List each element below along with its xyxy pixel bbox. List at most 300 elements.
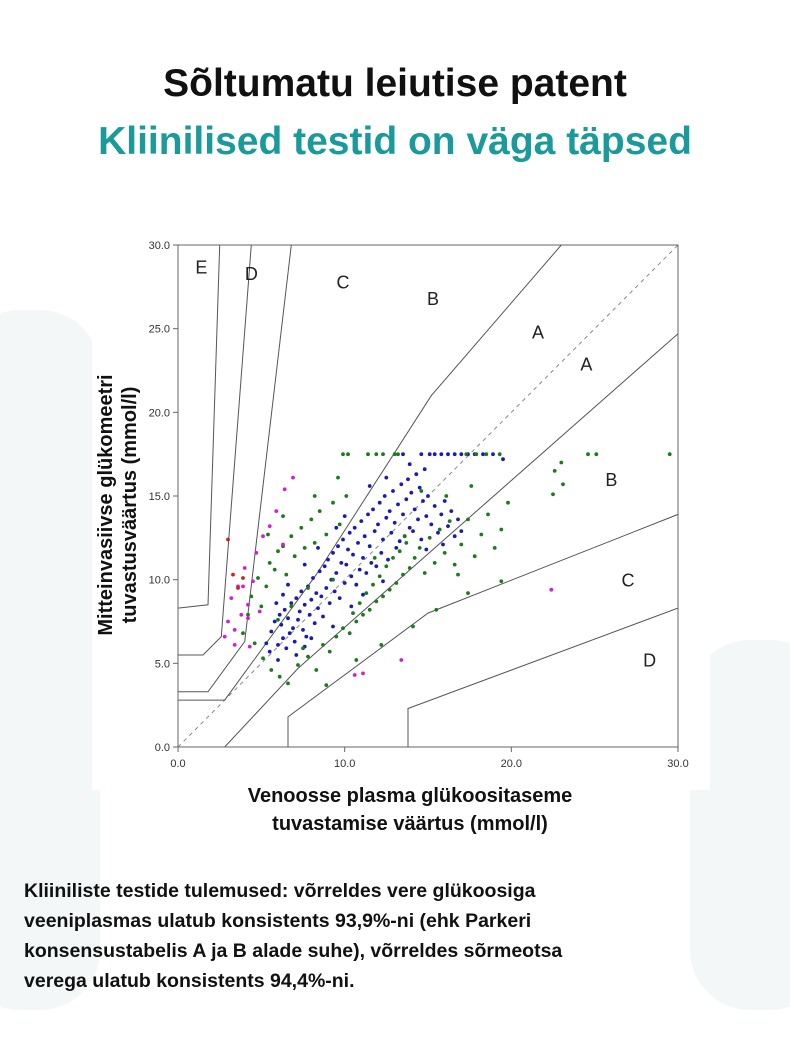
zone-label: C bbox=[336, 272, 350, 293]
description-line-4: verega ulatub konsistents 94,4%-ni. bbox=[24, 970, 355, 992]
data-point bbox=[296, 663, 300, 667]
data-point bbox=[253, 641, 257, 645]
data-point bbox=[369, 561, 373, 565]
data-point bbox=[433, 452, 437, 456]
data-point bbox=[309, 518, 313, 522]
data-point bbox=[326, 558, 330, 562]
data-point bbox=[314, 591, 318, 595]
description-line-2: veeniplasmas ulatub konsistents 93,9%-ni (ehk Parkeri bbox=[24, 910, 532, 932]
data-point bbox=[444, 494, 448, 498]
data-point bbox=[418, 486, 422, 490]
data-point bbox=[276, 618, 280, 622]
data-point bbox=[301, 646, 305, 650]
data-point bbox=[358, 601, 362, 605]
data-point bbox=[273, 568, 277, 572]
data-point bbox=[309, 598, 313, 602]
data-point bbox=[373, 556, 377, 560]
data-point bbox=[371, 508, 375, 512]
data-point bbox=[243, 566, 247, 570]
data-point bbox=[294, 653, 298, 657]
y-tick-label: 5.0 bbox=[154, 658, 170, 671]
data-point bbox=[331, 578, 335, 582]
data-point bbox=[433, 561, 437, 565]
data-point bbox=[561, 482, 565, 486]
data-point bbox=[453, 534, 457, 538]
data-point bbox=[401, 513, 405, 517]
data-point bbox=[246, 616, 250, 620]
data-point bbox=[443, 551, 447, 555]
data-point bbox=[353, 673, 357, 677]
data-point bbox=[381, 595, 385, 599]
data-point bbox=[484, 452, 488, 456]
data-point bbox=[384, 516, 388, 520]
data-point bbox=[363, 534, 367, 538]
zone-label: D bbox=[643, 650, 657, 671]
data-point bbox=[364, 591, 368, 595]
data-point bbox=[551, 492, 555, 496]
data-point bbox=[354, 583, 358, 587]
data-point bbox=[256, 576, 260, 580]
data-point bbox=[413, 508, 417, 512]
data-point bbox=[318, 569, 322, 573]
data-point bbox=[231, 573, 235, 577]
data-point bbox=[328, 601, 332, 605]
data-point bbox=[281, 543, 285, 547]
data-point bbox=[464, 452, 468, 456]
data-point bbox=[399, 482, 403, 486]
y-axis-label bbox=[78, 330, 158, 680]
data-point bbox=[338, 523, 342, 527]
data-point bbox=[413, 556, 417, 560]
data-point bbox=[284, 646, 288, 650]
data-point bbox=[466, 518, 470, 522]
data-point bbox=[324, 586, 328, 590]
data-point bbox=[344, 494, 348, 498]
data-point bbox=[368, 608, 372, 612]
data-point bbox=[381, 452, 385, 456]
y-axis-label-line-2: tuvastusväärtus (mmol/l) bbox=[119, 386, 141, 624]
data-point bbox=[236, 586, 240, 590]
data-point bbox=[344, 563, 348, 567]
x-tick-label: 0.0 bbox=[170, 758, 186, 770]
data-point bbox=[283, 608, 287, 612]
data-point bbox=[404, 541, 408, 545]
data-point bbox=[334, 526, 338, 530]
data-point bbox=[361, 672, 365, 676]
data-point bbox=[261, 656, 265, 660]
data-point bbox=[491, 452, 495, 456]
data-point bbox=[346, 548, 350, 552]
data-point bbox=[486, 513, 490, 517]
data-point bbox=[321, 643, 325, 647]
data-point bbox=[261, 534, 265, 538]
data-point bbox=[394, 546, 398, 550]
y-tick-label: 25.0 bbox=[148, 323, 170, 336]
data-point bbox=[374, 600, 378, 604]
data-point bbox=[366, 513, 370, 517]
data-point bbox=[354, 620, 358, 624]
data-point bbox=[276, 643, 280, 647]
data-point bbox=[316, 606, 320, 610]
data-point bbox=[278, 675, 282, 679]
data-point bbox=[438, 528, 442, 532]
data-point bbox=[403, 534, 407, 538]
data-point bbox=[313, 494, 317, 498]
data-point bbox=[239, 613, 243, 617]
data-point bbox=[499, 579, 503, 583]
data-point bbox=[281, 593, 285, 597]
data-point bbox=[351, 553, 355, 557]
data-point bbox=[404, 497, 408, 501]
data-point bbox=[268, 650, 272, 654]
data-point bbox=[269, 668, 273, 672]
data-point bbox=[289, 534, 293, 538]
data-point bbox=[301, 628, 305, 632]
data-point bbox=[368, 544, 372, 548]
data-point bbox=[349, 574, 353, 578]
data-point bbox=[668, 452, 672, 456]
data-point bbox=[318, 509, 322, 513]
zone-label: C bbox=[621, 570, 635, 591]
chart-background bbox=[92, 235, 710, 790]
data-point bbox=[481, 452, 485, 456]
data-point bbox=[479, 533, 483, 537]
data-point bbox=[424, 514, 428, 518]
data-point bbox=[453, 563, 457, 567]
data-point bbox=[443, 499, 447, 503]
data-point bbox=[249, 595, 253, 599]
data-point bbox=[293, 640, 297, 644]
results-description bbox=[24, 876, 774, 996]
data-point bbox=[416, 518, 420, 522]
data-point bbox=[549, 588, 553, 592]
data-point bbox=[466, 591, 470, 595]
zone-label: B bbox=[426, 289, 440, 310]
data-point bbox=[419, 452, 423, 456]
data-point bbox=[361, 613, 365, 617]
data-point bbox=[268, 561, 272, 565]
data-point bbox=[223, 635, 227, 639]
zone-label: B bbox=[605, 469, 618, 490]
data-point bbox=[406, 477, 410, 481]
x-tick-label: 30.0 bbox=[667, 758, 689, 770]
data-point bbox=[334, 571, 338, 575]
data-point bbox=[371, 583, 375, 587]
y-tick-label: 0.0 bbox=[154, 742, 170, 754]
data-point bbox=[361, 556, 365, 560]
data-point bbox=[299, 526, 303, 530]
data-point bbox=[348, 631, 352, 635]
data-point bbox=[383, 494, 387, 498]
data-point bbox=[559, 461, 563, 465]
x-tick-label: 10.0 bbox=[333, 758, 356, 770]
data-point bbox=[421, 499, 425, 503]
data-point bbox=[408, 526, 412, 530]
data-point bbox=[426, 494, 430, 498]
data-point bbox=[401, 573, 405, 577]
data-point bbox=[398, 549, 402, 553]
data-point bbox=[386, 558, 390, 562]
data-point bbox=[288, 631, 292, 635]
data-point bbox=[336, 544, 340, 548]
data-point bbox=[449, 509, 453, 513]
data-point bbox=[368, 484, 372, 488]
data-point bbox=[433, 504, 437, 508]
data-point bbox=[241, 631, 245, 635]
data-point bbox=[286, 583, 290, 587]
y-tick-label: 20.0 bbox=[148, 407, 170, 420]
data-point bbox=[361, 593, 365, 597]
data-point bbox=[346, 452, 350, 456]
data-point bbox=[241, 576, 245, 580]
page-subtitle: Kliinilised testid on väga täpsed bbox=[98, 120, 692, 163]
data-point bbox=[306, 655, 310, 659]
data-point bbox=[323, 564, 327, 568]
data-point bbox=[391, 556, 395, 560]
data-point bbox=[349, 605, 353, 609]
data-point bbox=[278, 613, 282, 617]
data-point bbox=[246, 603, 250, 607]
data-point bbox=[328, 650, 332, 654]
data-point bbox=[281, 636, 285, 640]
data-point bbox=[258, 610, 262, 614]
data-point bbox=[304, 635, 308, 639]
data-point bbox=[501, 457, 505, 461]
data-point bbox=[409, 491, 413, 495]
data-point bbox=[246, 613, 250, 617]
data-point bbox=[351, 611, 355, 615]
data-point bbox=[374, 564, 378, 568]
data-point bbox=[441, 543, 445, 547]
data-point bbox=[374, 452, 378, 456]
data-point bbox=[264, 585, 268, 589]
data-point bbox=[281, 514, 285, 518]
data-point bbox=[313, 541, 317, 545]
data-point bbox=[446, 452, 450, 456]
data-point bbox=[226, 538, 230, 542]
data-point bbox=[266, 533, 270, 537]
data-point bbox=[418, 546, 422, 550]
data-point bbox=[423, 571, 427, 575]
data-point bbox=[428, 452, 432, 456]
data-point bbox=[339, 561, 343, 565]
data-point bbox=[226, 620, 230, 624]
data-point bbox=[264, 641, 268, 645]
data-point bbox=[396, 452, 400, 456]
data-point bbox=[259, 605, 263, 609]
data-point bbox=[399, 658, 403, 662]
data-point bbox=[279, 623, 283, 627]
data-point bbox=[283, 487, 287, 491]
data-point bbox=[473, 554, 477, 558]
data-point bbox=[459, 543, 463, 547]
data-point bbox=[286, 616, 290, 620]
data-point bbox=[398, 539, 402, 543]
data-point bbox=[314, 668, 318, 672]
data-point bbox=[553, 469, 557, 473]
x-tick-label: 20.0 bbox=[500, 758, 523, 770]
data-point bbox=[276, 658, 280, 662]
zone-label: A bbox=[580, 354, 593, 375]
data-point bbox=[469, 484, 473, 488]
y-axis-label-line-1: Mitteinvasiivse glükomeetri bbox=[95, 374, 117, 636]
data-point bbox=[241, 585, 245, 589]
data-point bbox=[498, 452, 502, 456]
data-point bbox=[331, 501, 335, 505]
data-point bbox=[411, 529, 415, 533]
data-point bbox=[356, 541, 360, 545]
data-point bbox=[474, 452, 478, 456]
scatter-chart bbox=[70, 235, 710, 790]
data-point bbox=[341, 452, 345, 456]
data-point bbox=[338, 596, 342, 600]
data-point bbox=[456, 518, 460, 522]
data-point bbox=[389, 531, 393, 535]
data-point bbox=[354, 658, 358, 662]
data-point bbox=[353, 526, 357, 530]
data-point bbox=[439, 513, 443, 517]
data-point bbox=[289, 601, 293, 605]
y-tick-label: 15.0 bbox=[148, 491, 170, 503]
data-point bbox=[359, 519, 363, 523]
data-point bbox=[306, 586, 310, 590]
description-line-3: konsensustabelis A ja B alade suhe), võrreldes sõrmeotsa bbox=[24, 940, 563, 962]
page-title: Sõltumatu leiutise patent bbox=[163, 62, 627, 105]
data-point bbox=[499, 528, 503, 532]
x-axis-label bbox=[150, 782, 670, 838]
data-point bbox=[316, 546, 320, 550]
data-point bbox=[414, 472, 418, 476]
data-point bbox=[254, 551, 258, 555]
data-point bbox=[229, 596, 233, 600]
zone-label: D bbox=[244, 264, 258, 285]
data-point bbox=[394, 581, 398, 585]
data-point bbox=[298, 610, 302, 614]
data-point bbox=[411, 625, 415, 629]
data-point bbox=[313, 621, 317, 625]
data-point bbox=[324, 683, 328, 687]
zone-label: E bbox=[195, 257, 208, 278]
data-point bbox=[376, 523, 380, 527]
data-point bbox=[303, 546, 307, 550]
data-point bbox=[459, 452, 463, 456]
data-point bbox=[343, 514, 347, 518]
data-point bbox=[586, 452, 590, 456]
data-point bbox=[439, 452, 443, 456]
data-point bbox=[286, 682, 290, 686]
data-point bbox=[381, 538, 385, 542]
y-tick-label: 10.0 bbox=[148, 574, 170, 587]
data-point bbox=[393, 452, 397, 456]
data-point bbox=[274, 601, 278, 605]
data-point bbox=[291, 476, 295, 480]
data-point bbox=[393, 521, 397, 525]
data-point bbox=[384, 564, 388, 568]
data-point bbox=[334, 635, 338, 639]
data-point bbox=[396, 503, 400, 507]
data-point bbox=[293, 554, 297, 558]
data-point bbox=[309, 636, 313, 640]
data-point bbox=[233, 643, 237, 647]
data-point bbox=[284, 573, 288, 577]
data-point bbox=[434, 608, 438, 612]
data-point bbox=[311, 576, 315, 580]
data-point bbox=[594, 452, 598, 456]
data-point bbox=[273, 620, 277, 624]
data-point bbox=[456, 573, 460, 577]
data-point bbox=[331, 551, 335, 555]
data-point bbox=[303, 603, 307, 607]
data-point bbox=[453, 452, 457, 456]
data-point bbox=[333, 590, 337, 594]
data-point bbox=[248, 645, 252, 649]
description-line-1: Kliiniliste testide tulemused: võrreldes vere glükoosiga bbox=[24, 880, 536, 902]
data-point bbox=[436, 531, 440, 535]
data-point bbox=[446, 524, 450, 528]
data-point bbox=[408, 462, 412, 466]
data-point bbox=[348, 531, 352, 535]
data-point bbox=[459, 529, 463, 533]
data-point bbox=[331, 625, 335, 629]
data-point bbox=[364, 571, 368, 575]
data-point bbox=[424, 548, 428, 552]
data-point bbox=[289, 605, 293, 609]
data-point bbox=[429, 523, 433, 527]
data-point bbox=[419, 538, 423, 542]
data-point bbox=[384, 476, 388, 480]
data-point bbox=[379, 643, 383, 647]
data-point bbox=[373, 529, 377, 533]
x-axis-label-line-1: Venoosse plasma glükoositaseme bbox=[247, 785, 573, 807]
data-point bbox=[321, 615, 325, 619]
data-point bbox=[366, 452, 370, 456]
data-point bbox=[419, 489, 423, 493]
data-point bbox=[388, 588, 392, 592]
data-point bbox=[274, 509, 278, 513]
data-point bbox=[303, 563, 307, 567]
data-point bbox=[251, 579, 255, 583]
data-point bbox=[379, 551, 383, 555]
data-point bbox=[408, 566, 412, 570]
data-point bbox=[378, 574, 382, 578]
data-point bbox=[341, 626, 345, 630]
data-point bbox=[401, 452, 405, 456]
data-point bbox=[291, 626, 295, 630]
data-point bbox=[341, 538, 345, 542]
data-point bbox=[336, 476, 340, 480]
data-point bbox=[428, 536, 432, 540]
data-point bbox=[388, 509, 392, 513]
data-point bbox=[324, 533, 328, 537]
data-point bbox=[381, 579, 385, 583]
data-point bbox=[296, 618, 300, 622]
data-point bbox=[343, 581, 347, 585]
data-point bbox=[506, 501, 510, 505]
data-point bbox=[276, 549, 280, 553]
data-point bbox=[423, 467, 427, 471]
x-axis-label-line-2: tuvastamise väärtus (mmol/l) bbox=[272, 813, 548, 835]
data-point bbox=[233, 628, 237, 632]
data-point bbox=[269, 630, 273, 634]
data-point bbox=[448, 519, 452, 523]
data-point bbox=[378, 501, 382, 505]
data-point bbox=[299, 590, 303, 594]
data-point bbox=[391, 489, 395, 493]
data-point bbox=[294, 596, 298, 600]
data-point bbox=[308, 613, 312, 617]
data-point bbox=[319, 595, 323, 599]
data-point bbox=[358, 568, 362, 572]
